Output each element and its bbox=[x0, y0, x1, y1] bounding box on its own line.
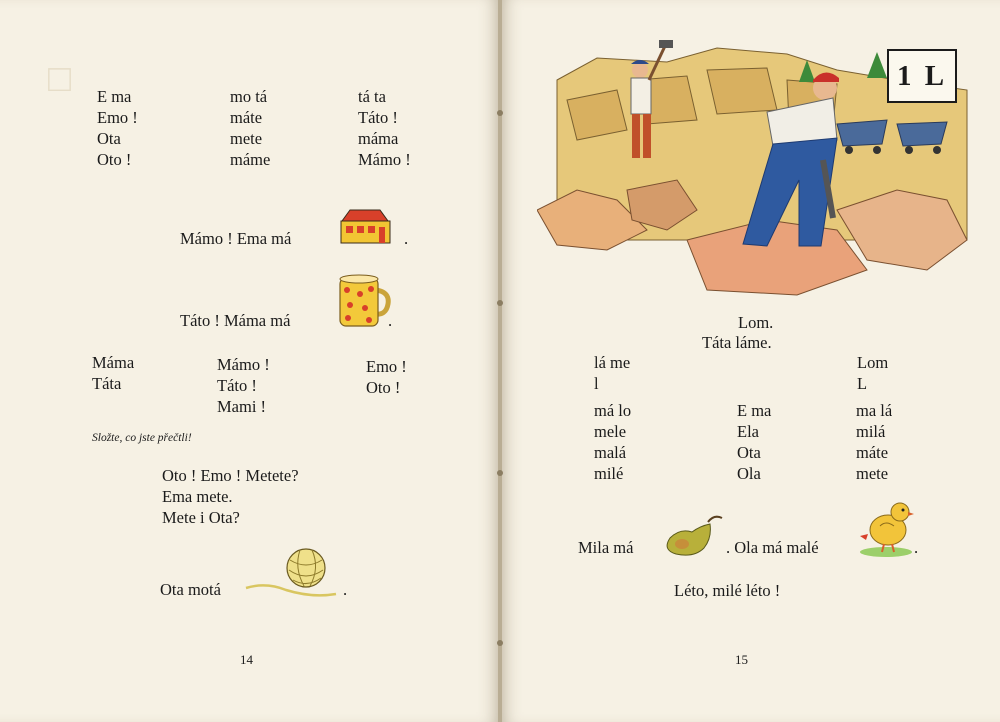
word-text: Ela bbox=[737, 422, 759, 441]
page-number: 15 bbox=[735, 652, 748, 667]
word-text: milé bbox=[594, 464, 624, 483]
word-text: mele bbox=[594, 422, 627, 441]
word-text: Emo ! bbox=[366, 357, 407, 376]
word-column-3 bbox=[366, 356, 407, 398]
period: . bbox=[343, 580, 348, 599]
word-text: Mámo ! bbox=[217, 355, 270, 374]
sentence-yarn: Ota motá bbox=[160, 580, 221, 599]
period: . bbox=[404, 229, 409, 248]
word-text: ma lá bbox=[856, 401, 893, 420]
word-text: Oto ! bbox=[366, 378, 401, 397]
binding-stitch bbox=[497, 300, 503, 306]
instruction-text: Složte, co jste přečtli! bbox=[92, 432, 192, 444]
period: . bbox=[388, 311, 393, 330]
sentence-pear: Mila má bbox=[578, 538, 634, 557]
syllable-text: Ota bbox=[97, 129, 121, 148]
book-gutter bbox=[498, 0, 502, 722]
word-column-2 bbox=[217, 354, 270, 417]
word-column-1 bbox=[594, 400, 631, 484]
page-number: 14 bbox=[240, 652, 253, 667]
syllable-text: L bbox=[857, 374, 868, 393]
syllable-column-3 bbox=[358, 86, 411, 170]
word-text: Táta bbox=[92, 374, 122, 393]
word-column-2 bbox=[737, 400, 771, 484]
sentence-line: Oto ! Emo ! Metete? bbox=[162, 466, 299, 485]
word-text: Ota bbox=[737, 443, 761, 462]
word-text: malá bbox=[594, 443, 627, 462]
syllable-column-2 bbox=[230, 86, 270, 170]
caption-line: Táta láme. bbox=[702, 333, 772, 352]
binding-stitch bbox=[497, 110, 503, 116]
syllable-text: lá me bbox=[594, 353, 631, 372]
syllable-text: Lom bbox=[857, 353, 889, 372]
syllable-text: mete bbox=[230, 129, 263, 148]
syllable-text: máme bbox=[230, 150, 271, 169]
house-icon bbox=[336, 207, 394, 247]
sentence-ola: . Ola má malé bbox=[726, 538, 819, 557]
sentence-line: Ema mete. bbox=[162, 487, 233, 506]
syllable-text: mo tá bbox=[230, 87, 268, 106]
syllable-text: máte bbox=[230, 108, 263, 127]
syllable-text: Mámo ! bbox=[358, 150, 411, 169]
pear-icon bbox=[664, 512, 730, 556]
yarn-ball-icon bbox=[244, 546, 340, 600]
sentence-block bbox=[162, 465, 299, 528]
word-text: má lo bbox=[594, 401, 632, 420]
syllable-text: E ma bbox=[97, 87, 132, 106]
word-text: Táto ! bbox=[217, 376, 257, 395]
chick-icon bbox=[856, 496, 914, 558]
closing-sentence: Léto, milé léto ! bbox=[674, 581, 781, 600]
lesson-badge: 1 L bbox=[887, 49, 957, 103]
word-text: Mami ! bbox=[217, 397, 267, 416]
caption-line: Lom. bbox=[738, 313, 774, 332]
word-text: E ma bbox=[737, 401, 772, 420]
word-text: Ola bbox=[737, 464, 761, 483]
syllable-text: Oto ! bbox=[97, 150, 132, 169]
period: . bbox=[914, 538, 919, 557]
sentence-line: Mete i Ota? bbox=[162, 508, 240, 527]
word-text: Máma bbox=[92, 353, 135, 372]
show-through-mark: □ bbox=[48, 58, 71, 100]
syllable-text: tá ta bbox=[358, 87, 386, 106]
word-column-3 bbox=[856, 400, 892, 484]
syllable-text: l bbox=[594, 374, 599, 393]
binding-stitch bbox=[497, 640, 503, 646]
syllable-text: Emo ! bbox=[97, 108, 138, 127]
mug-icon bbox=[336, 272, 394, 330]
word-text: milá bbox=[856, 422, 886, 441]
syllable-column-3 bbox=[857, 352, 888, 394]
syllable-column-1 bbox=[97, 86, 138, 170]
sentence-house: Mámo ! Ema má bbox=[180, 229, 292, 248]
sentence-mug: Táto ! Máma má bbox=[180, 311, 291, 330]
binding-stitch bbox=[497, 470, 503, 476]
syllable-text: Táto ! bbox=[358, 108, 398, 127]
syllable-text: máma bbox=[358, 129, 399, 148]
syllable-column-1 bbox=[594, 352, 630, 394]
word-text: máte bbox=[856, 443, 889, 462]
word-text: mete bbox=[856, 464, 889, 483]
word-column-1 bbox=[92, 352, 134, 394]
